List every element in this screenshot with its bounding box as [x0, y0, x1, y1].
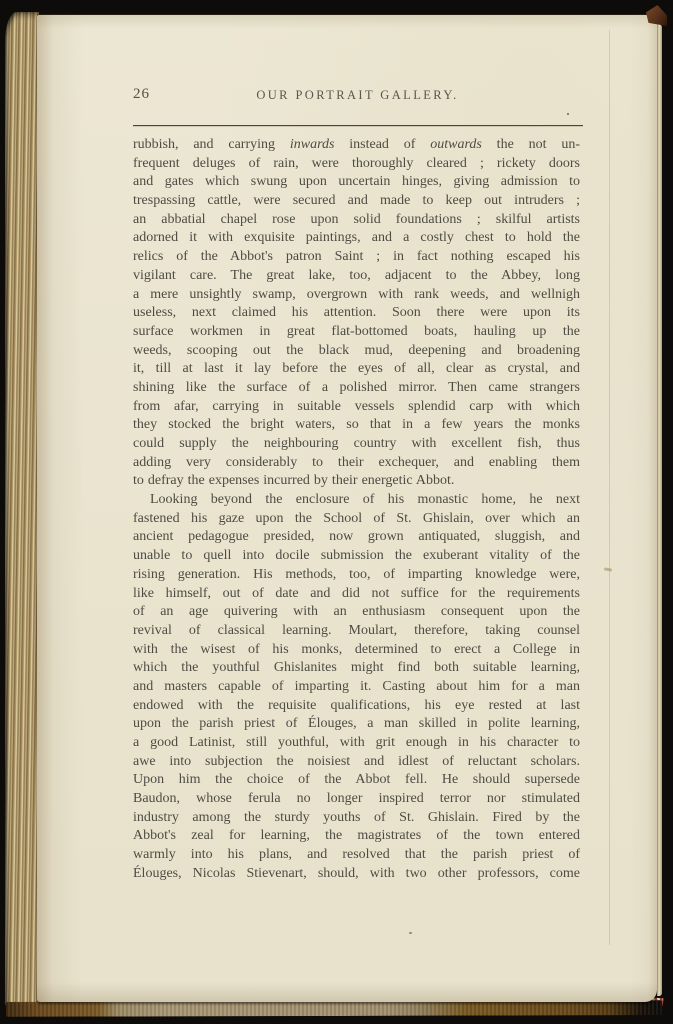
text-line: revival of classical learning. Moulart, therefore, taking counsel — [133, 622, 580, 638]
text-line: awe into subjection the noisiest and idlest of reluctant scholars. — [133, 753, 580, 769]
running-header: OUR PORTRAIT GALLERY. — [256, 88, 459, 102]
text-line: rubbish, and carrying inwards instead of outwards the not un- — [133, 137, 580, 152]
body-text — [133, 136, 580, 884]
paragraph — [133, 491, 580, 883]
book-bottom-edge — [6, 1000, 662, 1017]
text-line: Upon him the choice of the Abbot fell. He should supersede — [133, 772, 580, 788]
text-line: from afar, carrying in suitable vessels splendid carp with which — [133, 398, 580, 414]
paragraph — [133, 136, 580, 491]
text-line: relics of the Abbot's patron Saint ; in fact nothing escaped his — [133, 249, 580, 265]
text-line: trespassing cattle, were secured and made to keep out intruders ; — [133, 193, 580, 209]
page-crease — [609, 30, 610, 945]
paper-speck — [567, 113, 569, 115]
text-line: surface workmen in great flat-bottomed boats, hauling up the — [133, 323, 580, 339]
paper-speck — [409, 932, 412, 934]
text-line: unable to quell into docile submission the exuberant vitality of the — [133, 548, 580, 564]
text-line: frequent deluges of rain, were thoroughly cleared ; rickety doors — [133, 155, 580, 171]
text-line: a mere unsightly swamp, overgrown with rank weeds, and wellnigh — [133, 286, 580, 302]
page-header — [133, 86, 582, 106]
text-line: endowed with the requisite qualifications, his eye rested at last — [133, 697, 580, 713]
text-line: and gates which swung upon uncertain hinges, giving admission to — [133, 174, 580, 190]
text-line: which the youthful Ghislanites might find both suitable learning, — [133, 660, 580, 676]
text-line: useless, next claimed his attention. Soon there were upon its — [133, 305, 580, 321]
text-line: vigilant care. The great lake, too, adjacent to the Abbey, long — [133, 267, 580, 283]
text-line: of an age quivering with an enthusiasm consequent upon the — [133, 604, 580, 620]
text-line: to defray the expenses incurred by their energetic Abbot. — [133, 473, 455, 489]
text-line: adding very considerably to their exchequer, and enabling them — [133, 454, 580, 470]
text-line: Baudon, whose ferula no longer inspired terror nor stimulated — [133, 791, 580, 807]
text-line: like himself, out of date and did not suffice for the requirements — [133, 585, 580, 601]
text-line: an abbatial chapel rose upon solid foundations ; skilful artists — [133, 211, 580, 227]
text-line: upon the parish priest of Élouges, a man skilled in polite learning, — [133, 716, 580, 732]
header-rule — [133, 125, 583, 126]
text-line: Abbot's zeal for learning, the magistrates of the town entered — [133, 828, 580, 844]
underpage-edge — [657, 24, 662, 996]
text-line: weeds, scooping out the black mud, deepening and broadening — [133, 342, 580, 358]
text-line: Looking beyond the enclosure of his monastic home, he next — [150, 492, 580, 508]
text-line: a good Latinist, still youthful, with grit enough in his character to — [133, 735, 580, 750]
text-line: adorned it with exquisite paintings, and a costly chest to hold the — [133, 230, 580, 246]
text-line: with the wisest of his monks, determined to erect a College in — [133, 641, 580, 657]
text-line: and masters capable of imparting it. Casting about him for a man — [133, 678, 580, 694]
text-line: fastened his gaze upon the School of St. Ghislain, over which an — [133, 510, 580, 526]
text-line: warmly into his plans, and resolved that the parish priest of — [133, 847, 580, 863]
text-line: rising generation. His methods, too, of imparting knowledge were, — [133, 566, 580, 582]
text-line: it, till at last it lay before the eyes of all, clear as crystal, and — [133, 361, 580, 377]
text-line: could supply the neighbouring country with excellent fish, thus — [133, 436, 580, 451]
text-line: industry among the sturdy youths of St. Ghislain. Fired by the — [133, 809, 580, 825]
page-number: 26 — [133, 86, 150, 102]
text-line: they stocked the bright waters, so that in a few years the monks — [133, 417, 580, 433]
page-edge-stack — [5, 12, 39, 1010]
text-line: shining like the surface of a polished mirror. Then came strangers — [133, 379, 580, 395]
text-line: Élouges, Nicolas Stievenart, should, with two other professors, come — [133, 865, 580, 881]
book-page — [37, 15, 657, 1002]
text-line: ancient pedagogue presided, now grown antiquated, sluggish, and — [133, 529, 580, 545]
